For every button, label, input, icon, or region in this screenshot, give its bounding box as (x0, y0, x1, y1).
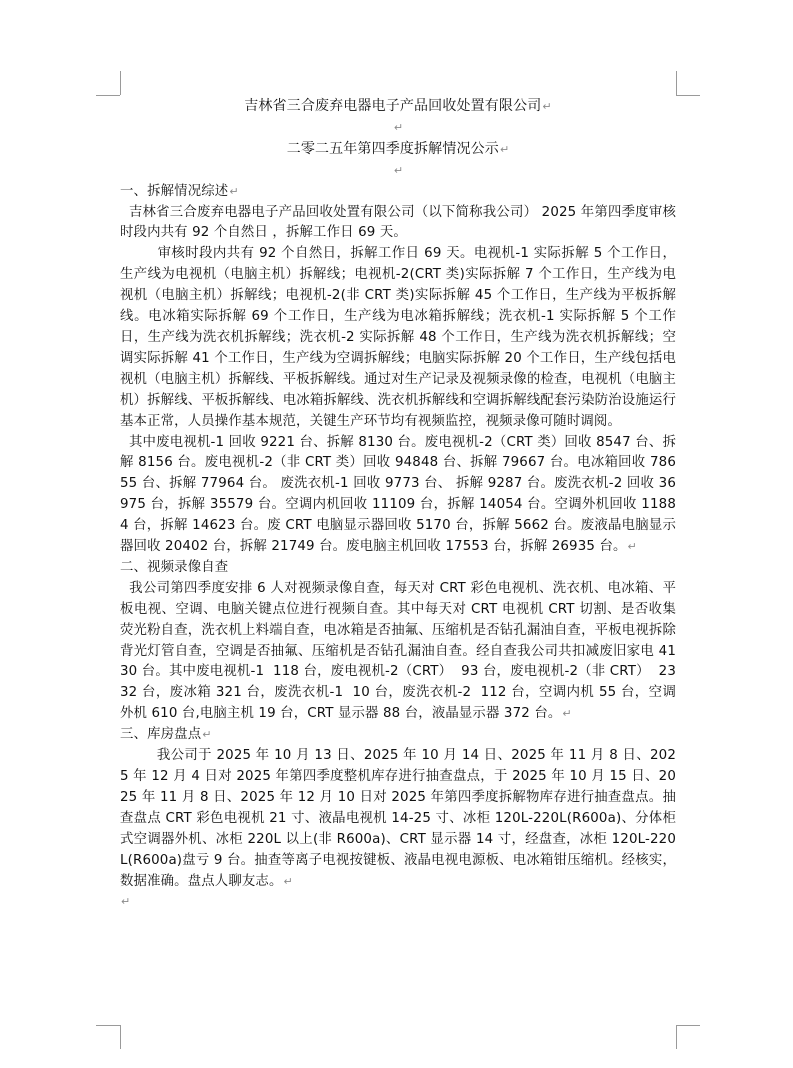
blank-line (120, 118, 676, 139)
crop-mark-bottom-right-v (676, 1025, 677, 1049)
crop-mark-top-right-v (676, 71, 677, 95)
paragraph-mark-icon: ↵ (393, 163, 404, 177)
paragraph-mark-icon: ↵ (542, 100, 552, 113)
body-paragraph: 吉林省三合废弃电器电子产品回收处置有限公司（以下简称我公司） 2025 年第四季度审核时段内共有 92 个自然日 ，拆解工作日 69 天。 (120, 204, 676, 241)
paragraph-mark-icon: ↵ (229, 184, 239, 198)
crop-mark-bottom-left-h (96, 1025, 120, 1026)
paragraph-mark-icon: ↵ (283, 874, 293, 888)
crop-mark-top-left-h (96, 95, 120, 96)
document-title: 吉林省三合废弃电器电子产品回收处置有限公司↵ (244, 98, 552, 114)
body-paragraph: 其中废电视机-1 回收 9221 台、拆解 8130 台。废电视机-2（CRT 类）回收 8547 台、拆解 8156 台。废电视机-2（非 CRT 类）回收 94848 台、拆解 79667 台。电冰箱回收 78655 台、拆解 77964 台。 废洗衣机-1 回收 9773 台、 拆解 9287 台。废洗衣机-2 回收 36975 台，拆解 35579 台。空调内机回收 11109 台，拆解 14054 台。空调外机回收 11884 台，拆解 14623 台。废 CRT 电脑显示器回收 5170 台，拆解 5662 台。废液晶电脑显示器回收 20402 台，拆解 21749 台。废电脑主机回收 17553 台，拆解 26935 台。↵ (120, 434, 676, 555)
section-heading: 二、视频录像自查 (120, 559, 229, 575)
crop-mark-top-left-v (120, 71, 121, 95)
document-subtitle: 二零二五年第四季度拆解情况公示↵ (286, 140, 510, 157)
paragraph-mark-icon: ↵ (499, 142, 510, 156)
paragraph-mark-icon: ↵ (393, 120, 404, 134)
paragraph-mark-icon: ↵ (121, 895, 131, 909)
body-paragraph: 我公司于 2025 年 10 月 13 日、2025 年 10 月 14 日、2025 年 11 月 8 日、2025 年 12 月 4 日对 2025 年第四季度整机库存进行抽查盘点，于 2025 年 10 月 15 日、2025 年 11 月 8 日、2025 年 12 月 10 日对 2025 年第四季度拆解物库存进行抽查盘点。抽查盘点 CRT 彩色电视机 21 寸、液晶电视机 14-25 寸、冰柜 120L-220L(R600a)、分体柜式空调器外机、冰柜 220L 以上(非 R600a)、CRT 显示器 14 寸，经盘查，冰柜 120L-220L(R600a)盘亏 9 台。抽查等离子电视按键板、液晶电视电源板、电冰箱钳压缩机。经核实，数据准确。盘点人聊友志。↵ (120, 748, 676, 889)
paragraph-mark-icon: ↵ (202, 728, 212, 742)
document-body (120, 96, 676, 913)
crop-mark-bottom-right-h (676, 1025, 700, 1026)
blank-line (120, 161, 676, 182)
crop-mark-bottom-left-v (120, 1025, 121, 1049)
section-heading: 三、库房盘点↵ (120, 727, 212, 743)
blank-line (120, 892, 676, 913)
crop-mark-top-right-h (676, 95, 700, 96)
paragraph-mark-icon: ↵ (562, 707, 572, 721)
body-paragraph: 我公司第四季度安排 6 人对视频录像自查，每天对 CRT 彩色电视机、洗衣机、电冰箱、平板电视、空调、电脑关键点位进行视频自查。其中每天对 CRT 电视机 CRT 切割、是否收集荧光粉自查，洗衣机上料端自查，电冰箱是否抽氟、压缩机是否钻孔漏油自查，平板电视拆除背光灯管自查，空调是否抽氟、压缩机是否钻孔漏油自查。经自查我公司共扣减废旧家电 4130 台。其中废电视机-1 118 台，废电视机-2（CRT） 93 台，废电视机-2（非 CRT） 2332 台，废冰箱 321 台，废洗衣机-1 10 台，废洗衣机-2 112 台，空调内机 55 台，空调外机 610 台,电脑主机 19 台，CRT 显示器 88 台，液晶显示器 372 台。↵ (120, 580, 676, 722)
paragraph-mark-icon: ↵ (627, 540, 637, 554)
body-paragraph: 审核时段内共有 92 个自然日，拆解工作日 69 天。电视机-1 实际拆解 5 个工作日，生产线为电视机（电脑主机）拆解线；电视机-2(CRT 类)实际拆解 7 个工作日，生产线为电视机（电脑主机）拆解线；电视机-2(非 CRT 类)实际拆解 45 个工作日，生产线为平板拆解线。电冰箱实际拆解 69 个工作日，生产线为电冰箱拆解线；洗衣机-1 实际拆解 5 个工作日，生产线为洗衣机拆解线；洗衣机-2 实际拆解 48 个工作日，生产线为洗衣机拆解线；空调实际拆解 41 个工作日，生产线为空调拆解线；电脑实际拆解 20 个工作日，生产线包括电视机（电脑主机）拆解线、平板拆解线。通过对生产记录及视频录像的检查，电视机（电脑主机）拆解线、平板拆解线、电冰箱拆解线、洗衣机拆解线和空调拆解线配套污染防治设施运行基本正常，人员操作基本规范，关键生产环节均有视频监控，视频录像可随时调阅。 (120, 246, 676, 429)
section-heading: 一、拆解情况综述↵ (120, 183, 239, 199)
